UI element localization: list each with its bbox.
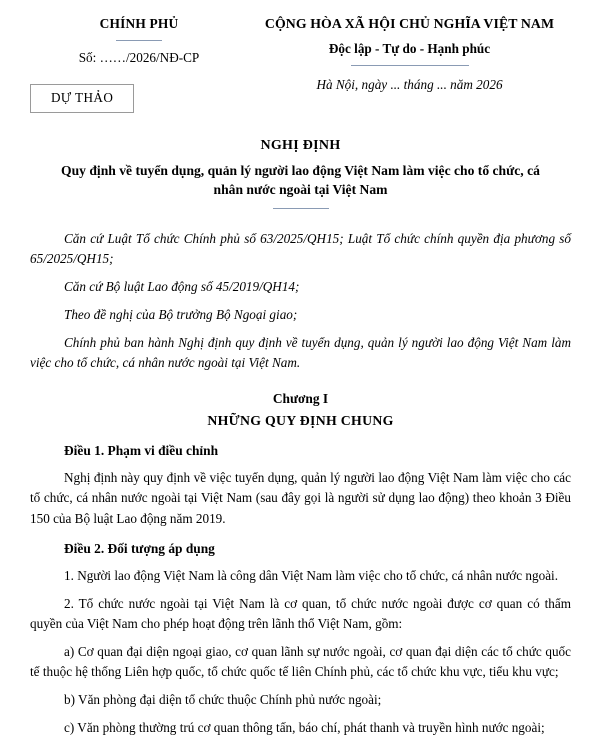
draft-badge-wrapper [30,68,248,113]
national-title: CỘNG HÒA XÃ HỘI CHỦ NGHĨA VIỆT NAM [264,16,555,31]
organization-rule [116,40,162,41]
chapter-number: Chương I [272,391,329,407]
preamble-basis-2: Căn cứ Bộ luật Lao động số 45/2019/QH14; [64,279,300,295]
article-1-body: Nghị định này quy định về việc tuyển dụng, quản lý người lao động Việt Nam làm việc cho các tổ chức, cá nhân nước ngoài tại Việt Nam (sau đây gọi là người sử dụng lao động) theo khoản 3 Điều 150 của Bộ luật Lao động năm 2019. [30,470,571,526]
article-2-clause-2: 2. Tổ chức nước ngoài tại Việt Nam là cơ quan, tổ chức nước ngoài được cơ quan có thẩm quyền của Việt Nam cho phép hoạt động trên lãnh thổ Việt Nam, gồm: [30,595,571,631]
preamble-enactment: Chính phủ ban hành Nghị định quy định về tuyển dụng, quản lý người lao động Việt Nam làm việc cho tổ chức, cá nhân nước ngoài tại Việt Nam. [30,335,571,371]
preamble-basis-1: Căn cứ Luật Tổ chức Chính phủ số 63/2025/QH15; Luật Tổ chức chính quyền địa phương số 65/2025/QH15; [30,231,571,267]
national-motto: Độc lập - Tự do - Hạnh phúc [328,40,491,56]
draft-badge: DỰ THẢO [30,84,134,113]
header-left-block [30,14,248,113]
motto-rule [351,65,469,66]
header-right-block [248,14,571,95]
article-2-point-a: a) Cơ quan đại diện ngoại giao, cơ quan lãnh sự nước ngoài, cơ quan đại diện các tổ chức quốc tế thuộc hệ thống Liên hợp quốc, tổ chức quốc tế liên Chính phủ, các tổ chức khu vực, tiểu khu vực; [30,643,571,679]
document-title: Quy định về tuyển dụng, quản lý người lao động Việt Nam làm việc cho tổ chức, cá nhân nước ngoài tại Việt Nam [61,162,540,198]
title-rule [273,208,329,209]
article-1-heading: Điều 1. Phạm vi điều chỉnh [64,443,219,459]
document-number: Số: ……/2026/NĐ-CP [78,50,200,66]
title-block [30,135,571,209]
article-2-point-b: b) Văn phòng đại diện tổ chức thuộc Chính phủ nước ngoài; [64,692,382,707]
article-2-clause-1: 1. Người lao động Việt Nam là công dân Việt Nam làm việc cho tổ chức, cá nhân nước ngoài. [64,567,559,583]
document-kind: NGHỊ ĐỊNH [260,137,341,153]
article-2-heading: Điều 2. Đối tượng áp dụng [64,540,215,556]
issuing-organization: CHÍNH PHỦ [99,16,179,31]
article-2-point-c: c) Văn phòng thường trú cơ quan thông tấn, báo chí, phát thanh và truyền hình nước ngoài; [64,720,545,736]
place-and-date-line: Hà Nội, ngày ... tháng ... năm 2026 [316,77,503,93]
chapter-name: NHỮNG QUY ĐỊNH CHUNG [207,412,394,428]
document-body [30,229,571,738]
document-header [30,0,571,113]
preamble-basis-3: Theo đề nghị của Bộ trưởng Bộ Ngoại giao; [64,307,298,323]
